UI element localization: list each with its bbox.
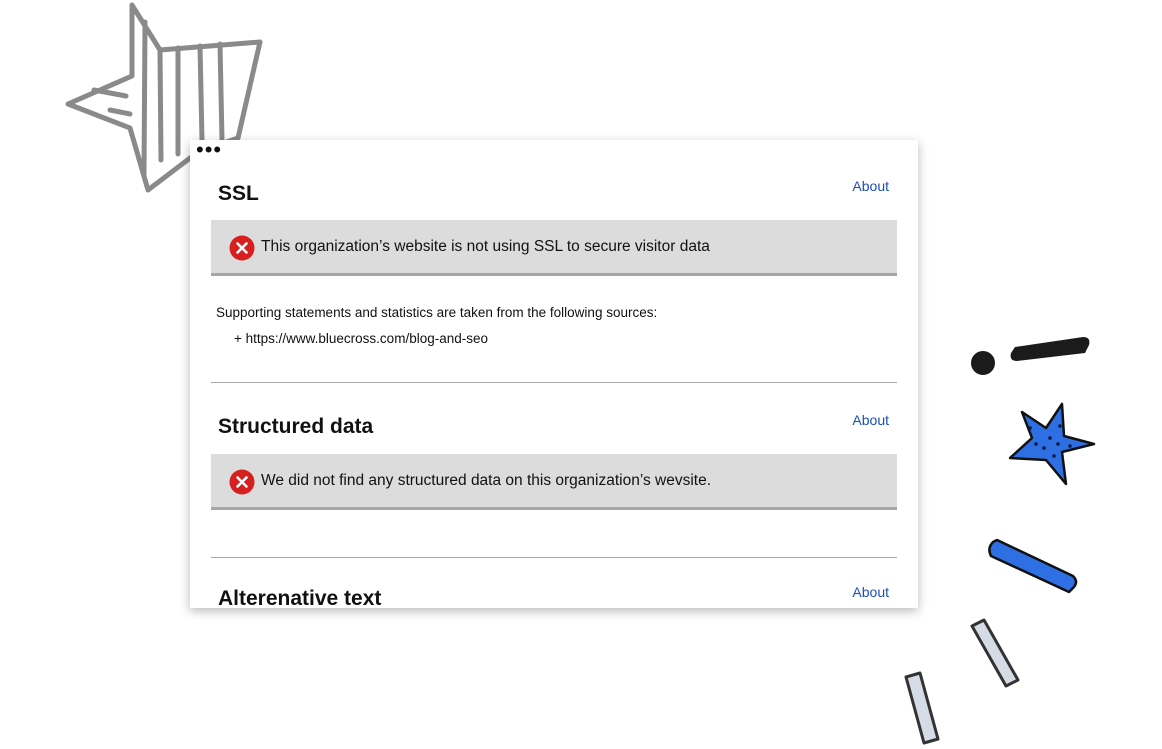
section-divider bbox=[211, 382, 897, 383]
alt-text-section-title: Alterenative text bbox=[218, 587, 382, 608]
error-x-icon bbox=[229, 235, 255, 261]
error-x-icon bbox=[229, 469, 255, 495]
gray-bar-icon bbox=[962, 612, 1026, 692]
structured-data-section-title: Structured data bbox=[218, 415, 374, 438]
section-divider bbox=[211, 557, 897, 558]
report-card bbox=[190, 137, 918, 608]
sources-intro: Supporting statements and statistics are taken from the following sources: bbox=[216, 305, 658, 320]
structured-data-alert-text: We did not find any structured data on this organization’s wevsite. bbox=[261, 472, 712, 489]
ssl-section-title: SSL bbox=[218, 182, 259, 205]
more-dots-icon[interactable]: ••• bbox=[196, 137, 223, 162]
black-dash-icon bbox=[1005, 325, 1095, 370]
alt-text-about-link[interactable]: About bbox=[852, 584, 889, 600]
structured-data-about-link[interactable]: About bbox=[852, 412, 889, 428]
structured-data-error-alert bbox=[211, 454, 897, 510]
black-dot-icon bbox=[965, 345, 1001, 381]
ssl-error-alert bbox=[211, 220, 897, 276]
sources-list bbox=[234, 332, 488, 346]
source-item: + https://www.bluecross.com/blog-and-seo bbox=[234, 331, 488, 346]
ssl-alert-text: This organization’s website is not using SSL to secure visitor data bbox=[261, 238, 710, 255]
blue-dash-icon bbox=[985, 530, 1085, 600]
gray-bar-icon bbox=[898, 665, 948, 749]
ssl-about-link[interactable]: About bbox=[852, 178, 889, 194]
blue-dotted-star-icon bbox=[1000, 398, 1100, 490]
